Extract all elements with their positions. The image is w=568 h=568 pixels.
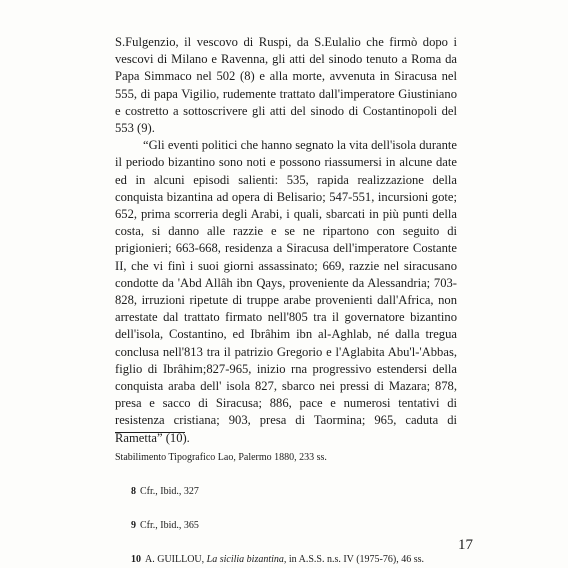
footnotes xyxy=(115,432,485,566)
footnote-continuation: Stabilimento Tipografico Lao, Palermo 1880, 233 ss. xyxy=(115,452,327,463)
footnote-8 xyxy=(115,485,485,498)
paragraph-1: S.Fulgenzio, il vescovo di Ruspi, da S.Eulalio che firmò dopo i vescovi di Milano e Ravenna, gli atti del sinodo tenuto a Roma da Papa Simmaco nel 502 (8) e alla morte, avvenuta in Siracusa nel 555, di papa Vigilio, rudemente trattato dall'imperatore Giustiniano e costretto a sottoscrivere gli atti del sinodo di Costantinopoli del 553 (9). xyxy=(115,35,457,136)
footnote-text: Cfr., Ibid., 365 xyxy=(140,520,199,531)
footnote-author: A. GUILLOU, xyxy=(145,554,205,565)
footnote-number: 8 xyxy=(131,486,136,497)
footnote-separator xyxy=(115,432,185,433)
footnote-10 xyxy=(115,553,485,566)
main-text xyxy=(115,34,457,447)
footnote-title: La sicilia bizantina, xyxy=(206,554,287,565)
footnote-text: in A.S.S. n.s. IV (1975-76), 46 ss. xyxy=(286,554,424,565)
footnote-text: Cfr., Ibid., 327 xyxy=(140,486,199,497)
footnote-number: 9 xyxy=(131,520,136,531)
footnote-9 xyxy=(115,519,485,532)
paragraph-2: “Gli eventi politici che hanno segnato la vita dell'isola durante il periodo bizantino sono noti e possono riassumersi in alcune date ed in alcuni episodi salienti: 535, rapida realizzazione della conquista bizantina ad opera di Belisario; 547-551, incursioni gote; 652, prima scorreria degli Arabi, i quali, sbarcati in più punti della costa, si danno alle razzie e se ne ripartono con seguito di prigionieri; 663-668, residenza a Siracusa dell'imperatore Costante II, che vi finì i suoi giorni assassinato; 669, razzie nel siracusano condotte da 'Abd Allâh ibn Qays, proveniente da Alessandria; 703-828, irruzioni ripetute di truppe arabe provenienti dall'Africa, non arrestate dal trattato firmato nell'805 tra il governatore bizantino dell'isola, Costantino, ed Ibrâhim ibn al-Aghlab, né dalla tregua conclusa nell'813 tra il patrizio Gregorio e l'Aglabita Abu'l-'Abbas, figlio di Ibrâhim;827-965, inizio rna progressivo estendersi della conquista araba dell' isola 827, sbarco nei pressi di Mazara; 878, presa e sacco di Siracusa; 886, pace e numerosi tentativi di resistenza cristiana; 903, presa di Taormina; 965, caduta di Rametta” (10). xyxy=(115,138,457,445)
page-number: 17 xyxy=(458,537,473,553)
footnote-number: 10 xyxy=(131,554,141,565)
